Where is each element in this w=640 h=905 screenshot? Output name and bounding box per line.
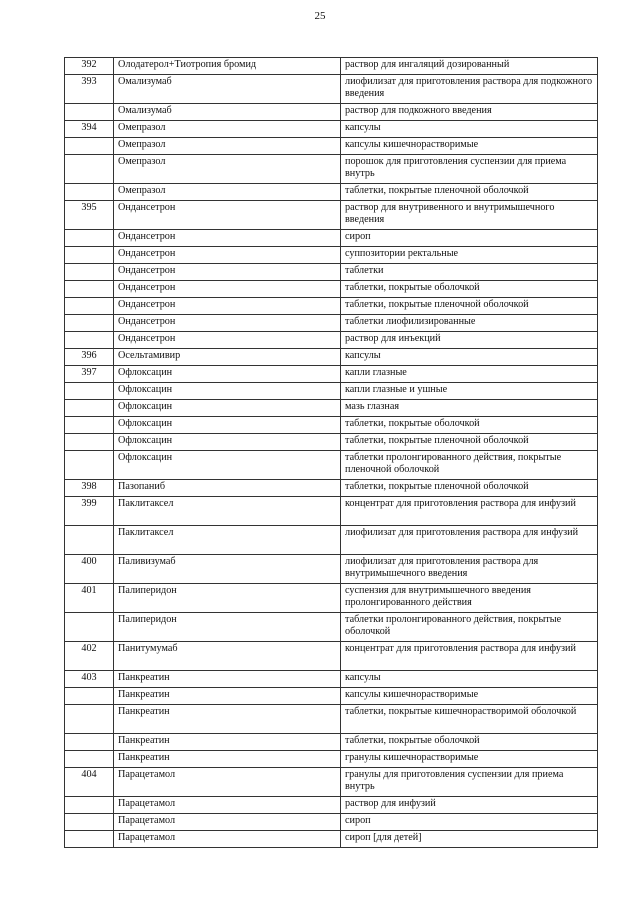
table-row [65, 104, 598, 121]
drug-name-cell: Ондансетрон [114, 298, 341, 315]
dosage-form-cell: порошок для приготовления суспензии для приема внутрь [341, 155, 598, 184]
table-row [65, 688, 598, 705]
dosage-form-cell: гранулы для приготовления суспензии для приема внутрь [341, 768, 598, 797]
dosage-form-cell: раствор для инъекций [341, 332, 598, 349]
drug-name-cell: Ондансетрон [114, 281, 341, 298]
table-row [65, 247, 598, 264]
dosage-form-cell: мазь глазная [341, 400, 598, 417]
row-number-cell [65, 184, 114, 201]
table-row [65, 315, 598, 332]
row-number-cell [65, 247, 114, 264]
row-number-cell: 398 [65, 480, 114, 497]
table-row [65, 814, 598, 831]
table-row [65, 497, 598, 526]
row-number-cell [65, 688, 114, 705]
dosage-form-cell: таблетки лиофилизированные [341, 315, 598, 332]
table-row [65, 831, 598, 848]
table-row [65, 480, 598, 497]
row-number-cell: 404 [65, 768, 114, 797]
table-row [65, 349, 598, 366]
table-row [65, 797, 598, 814]
row-number-cell: 399 [65, 497, 114, 526]
table-row [65, 526, 598, 555]
dosage-form-cell: сироп [341, 230, 598, 247]
drug-name-cell: Омепразол [114, 138, 341, 155]
page-number: 25 [314, 10, 326, 22]
dosage-form-cell: капсулы кишечнорастворимые [341, 688, 598, 705]
row-number-cell [65, 281, 114, 298]
row-number-cell: 401 [65, 584, 114, 613]
table-row [65, 155, 598, 184]
row-number-cell: 397 [65, 366, 114, 383]
dosage-form-cell: таблетки, покрытые пленочной оболочкой [341, 434, 598, 451]
dosage-form-cell: лиофилизат для приготовления раствора для подкожного введения [341, 75, 598, 104]
drug-name-cell: Омализумаб [114, 75, 341, 104]
dosage-form-cell: таблетки, покрытые кишечнорастворимой оболочкой [341, 705, 598, 734]
table-row [65, 281, 598, 298]
table-row [65, 58, 598, 75]
drug-name-cell: Пазопаниб [114, 480, 341, 497]
drug-name-cell: Офлоксацин [114, 400, 341, 417]
dosage-form-cell: концентрат для приготовления раствора для инфузий [341, 642, 598, 671]
row-number-cell: 396 [65, 349, 114, 366]
table-row [65, 138, 598, 155]
drug-name-cell: Парацетамол [114, 797, 341, 814]
dosage-form-cell: капли глазные [341, 366, 598, 383]
table-row [65, 121, 598, 138]
table-row [65, 201, 598, 230]
drug-name-cell: Офлоксацин [114, 434, 341, 451]
row-number-cell [65, 298, 114, 315]
row-number-cell: 402 [65, 642, 114, 671]
drug-name-cell: Панкреатин [114, 705, 341, 734]
dosage-form-cell: гранулы кишечнорастворимые [341, 751, 598, 768]
table-row [65, 366, 598, 383]
table-row [65, 383, 598, 400]
table-row [65, 768, 598, 797]
drug-name-cell: Палиперидон [114, 613, 341, 642]
row-number-cell: 395 [65, 201, 114, 230]
drug-name-cell: Парацетамол [114, 831, 341, 848]
row-number-cell: 403 [65, 671, 114, 688]
row-number-cell [65, 138, 114, 155]
table-row [65, 264, 598, 281]
row-number-cell [65, 332, 114, 349]
table-row [65, 642, 598, 671]
dosage-form-cell: раствор для подкожного введения [341, 104, 598, 121]
row-number-cell [65, 797, 114, 814]
row-number-cell [65, 434, 114, 451]
drug-name-cell: Офлоксацин [114, 451, 341, 480]
dosage-form-cell: капли глазные и ушные [341, 383, 598, 400]
dosage-form-cell: сироп [341, 814, 598, 831]
dosage-form-cell: концентрат для приготовления раствора для инфузий [341, 497, 598, 526]
row-number-cell [65, 814, 114, 831]
table-row [65, 555, 598, 584]
drug-name-cell: Офлоксацин [114, 417, 341, 434]
table-row [65, 298, 598, 315]
table-row [65, 734, 598, 751]
dosage-form-cell: таблетки, покрытые пленочной оболочкой [341, 480, 598, 497]
dosage-form-cell: раствор для внутривенного и внутримышечного введения [341, 201, 598, 230]
drug-name-cell: Панкреатин [114, 671, 341, 688]
row-number-cell [65, 383, 114, 400]
row-number-cell [65, 831, 114, 848]
table-row [65, 613, 598, 642]
dosage-form-cell: лиофилизат для приготовления раствора для внутримышечного введения [341, 555, 598, 584]
row-number-cell: 400 [65, 555, 114, 584]
row-number-cell [65, 451, 114, 480]
row-number-cell [65, 104, 114, 121]
table-row [65, 332, 598, 349]
drug-name-cell: Омализумаб [114, 104, 341, 121]
dosage-form-cell: таблетки пролонгированного действия, покрытые оболочкой [341, 613, 598, 642]
drug-name-cell: Ондансетрон [114, 247, 341, 264]
drug-table-body [65, 58, 598, 848]
dosage-form-cell: таблетки пролонгированного действия, покрытые пленочной оболочкой [341, 451, 598, 480]
drug-name-cell: Олодатерол+Тиотропия бромид [114, 58, 341, 75]
dosage-form-cell: лиофилизат для приготовления раствора для инфузий [341, 526, 598, 555]
drug-name-cell: Ондансетрон [114, 230, 341, 247]
dosage-form-cell: таблетки, покрытые пленочной оболочкой [341, 184, 598, 201]
drug-name-cell: Омепразол [114, 121, 341, 138]
row-number-cell [65, 400, 114, 417]
row-number-cell [65, 315, 114, 332]
row-number-cell [65, 751, 114, 768]
dosage-form-cell: капсулы кишечнорастворимые [341, 138, 598, 155]
drug-name-cell: Паклитаксел [114, 526, 341, 555]
row-number-cell [65, 734, 114, 751]
row-number-cell [65, 264, 114, 281]
table-row [65, 417, 598, 434]
row-number-cell: 392 [65, 58, 114, 75]
drug-name-cell: Ондансетрон [114, 332, 341, 349]
dosage-form-cell: капсулы [341, 349, 598, 366]
dosage-form-cell: таблетки, покрытые оболочкой [341, 734, 598, 751]
table-row [65, 584, 598, 613]
dosage-form-cell: капсулы [341, 121, 598, 138]
row-number-cell [65, 705, 114, 734]
drug-name-cell: Панкреатин [114, 751, 341, 768]
drug-name-cell: Офлоксацин [114, 366, 341, 383]
drug-name-cell: Панкреатин [114, 734, 341, 751]
drug-name-cell: Паклитаксел [114, 497, 341, 526]
row-number-cell [65, 155, 114, 184]
drug-name-cell: Парацетамол [114, 814, 341, 831]
dosage-form-cell: сироп [для детей] [341, 831, 598, 848]
row-number-cell: 394 [65, 121, 114, 138]
drug-name-cell: Офлоксацин [114, 383, 341, 400]
drug-name-cell: Ондансетрон [114, 201, 341, 230]
row-number-cell [65, 230, 114, 247]
drug-table [64, 57, 598, 848]
row-number-cell [65, 613, 114, 642]
table-row [65, 184, 598, 201]
drug-name-cell: Омепразол [114, 155, 341, 184]
table-row [65, 751, 598, 768]
dosage-form-cell: капсулы [341, 671, 598, 688]
dosage-form-cell: суспензия для внутримышечного введения пролонгированного действия [341, 584, 598, 613]
drug-name-cell: Ондансетрон [114, 315, 341, 332]
dosage-form-cell: суппозитории ректальные [341, 247, 598, 264]
dosage-form-cell: таблетки, покрытые оболочкой [341, 281, 598, 298]
drug-name-cell: Паливизумаб [114, 555, 341, 584]
row-number-cell [65, 526, 114, 555]
drug-name-cell: Омепразол [114, 184, 341, 201]
dosage-form-cell: таблетки, покрытые оболочкой [341, 417, 598, 434]
dosage-form-cell: таблетки, покрытые пленочной оболочкой [341, 298, 598, 315]
dosage-form-cell: раствор для инфузий [341, 797, 598, 814]
table-row [65, 705, 598, 734]
drug-name-cell: Палиперидон [114, 584, 341, 613]
dosage-form-cell: раствор для ингаляций дозированный [341, 58, 598, 75]
table-row [65, 400, 598, 417]
drug-name-cell: Панкреатин [114, 688, 341, 705]
table-row [65, 75, 598, 104]
table-row [65, 434, 598, 451]
row-number-cell [65, 417, 114, 434]
dosage-form-cell: таблетки [341, 264, 598, 281]
table-row [65, 230, 598, 247]
row-number-cell: 393 [65, 75, 114, 104]
table-row [65, 451, 598, 480]
drug-name-cell: Осельтамивир [114, 349, 341, 366]
table-row [65, 671, 598, 688]
drug-name-cell: Панитумумаб [114, 642, 341, 671]
drug-name-cell: Парацетамол [114, 768, 341, 797]
drug-name-cell: Ондансетрон [114, 264, 341, 281]
